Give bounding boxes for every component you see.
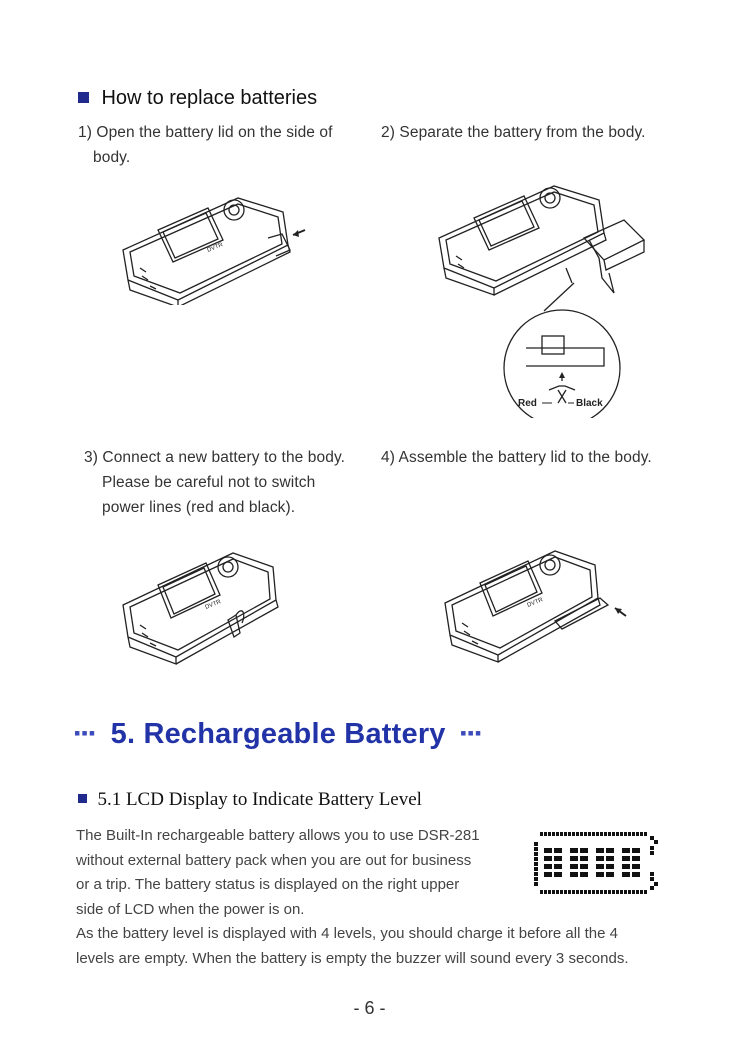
square-bullet-icon [78,794,87,803]
decorative-dots-left: ▪▪▪ [74,723,97,743]
step-text-line: power lines (red and black). [102,499,296,516]
svg-text:DVTR: DVTR [206,242,224,254]
step-number: 3) [84,449,98,466]
step-number: 1) [78,124,92,141]
step-number: 2) [381,124,395,141]
wire-label-black: Black [576,398,603,409]
step-text-line: Please be careful not to switch [102,474,316,491]
device-illustration-connect [118,545,288,665]
square-bullet-icon [78,92,89,103]
step-text-line: Separate the battery from the body. [399,124,646,141]
paragraph-line: without external battery pack when you are out for business [76,851,472,869]
step-text-line: Connect a new battery to the body. [102,449,346,466]
svg-text:DVTR: DVTR [526,597,544,609]
section-heading-text: How to replace batteries [101,87,318,109]
step-1 [78,120,378,170]
svg-text:DVTR: DVTR [204,599,222,611]
subsection-heading-text: 5.1 LCD Display to Indicate Battery Level [97,789,422,810]
section-heading [78,87,317,110]
step-text-line: Assemble the battery lid to the body. [398,449,652,466]
chapter-title [74,718,482,751]
paragraph-line: The Built-In rechargeable battery allows you to use DSR-281 [76,827,480,844]
step-2 [381,120,701,145]
device-illustration-separate [434,178,649,418]
device-illustration-open-lid [118,190,308,305]
subsection-heading [78,789,422,811]
wire-label-red: Red [518,398,537,409]
step-4 [381,445,711,470]
paragraph-line: side of LCD when the power is on. [76,900,305,918]
lcd-battery-level-icon [532,830,660,905]
paragraph-line: As the battery level is displayed with 4 levels, you should charge it before all the 4 [76,925,618,942]
step-text-line: Open the battery lid on the side of [96,124,333,141]
paragraph-line: levels are empty. When the battery is empty the buzzer will sound every 3 seconds. [76,949,629,967]
step-3 [84,445,384,520]
paragraph-line: or a trip. The battery status is displayed on the right upper [76,876,460,893]
chapter-title-text: 5. Rechargeable Battery [110,718,446,750]
decorative-dots-right: ▪▪▪ [460,723,483,743]
step-text-line: body. [93,149,131,166]
step-number: 4) [381,449,395,466]
device-illustration-assemble [440,543,635,663]
page-number: - 6 - [353,998,386,1018]
